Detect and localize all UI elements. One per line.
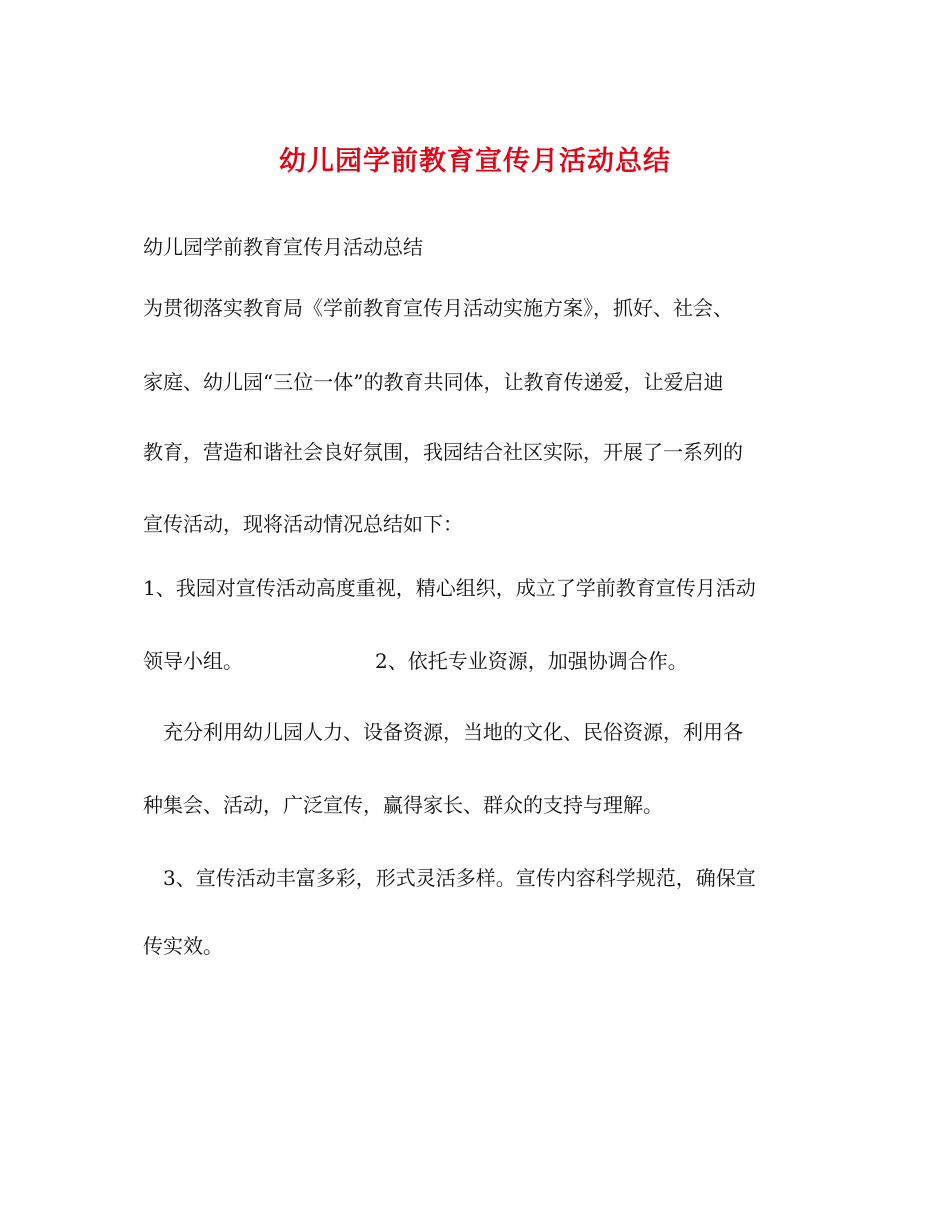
body-line: 1、我园对宣传活动高度重视，精心组织，成立了学前教育宣传月活动: [143, 576, 756, 600]
body-line-fragment: 领导小组。: [143, 649, 243, 673]
document-title: 幼儿园学前教育宣传月活动总结: [279, 146, 671, 177]
body-line: 传实效。: [143, 934, 223, 958]
body-line: 教育，营造和谐社会良好氛围，我园结合社区实际，开展了一系列的: [143, 440, 743, 464]
body-line: 宣传活动，现将活动情况总结如下：: [143, 512, 463, 536]
body-line-indented: 充分利用幼儿园人力、设备资源，当地的文化、民俗资源，利用各: [163, 720, 743, 744]
section-heading-2: 2、依托专业资源，加强协调合作。: [375, 649, 688, 673]
body-line: 家庭、幼儿园“三位一体”的教育共同体，让教育传递爱，让爱启迪: [143, 370, 724, 394]
body-line-combined: [143, 646, 823, 676]
body-line: 种集会、活动，广泛宣传，赢得家长、群众的支持与理解。: [143, 793, 663, 817]
body-line-subtitle: 幼儿园学前教育宣传月活动总结: [143, 235, 423, 259]
body-line: 为贯彻落实教育局《学前教育宣传月活动实施方案》，抓好、社会、: [143, 296, 733, 320]
section-heading-3: 3、宣传活动丰富多彩，形式灵活多样。宣传内容科学规范，确保宣: [163, 866, 756, 890]
